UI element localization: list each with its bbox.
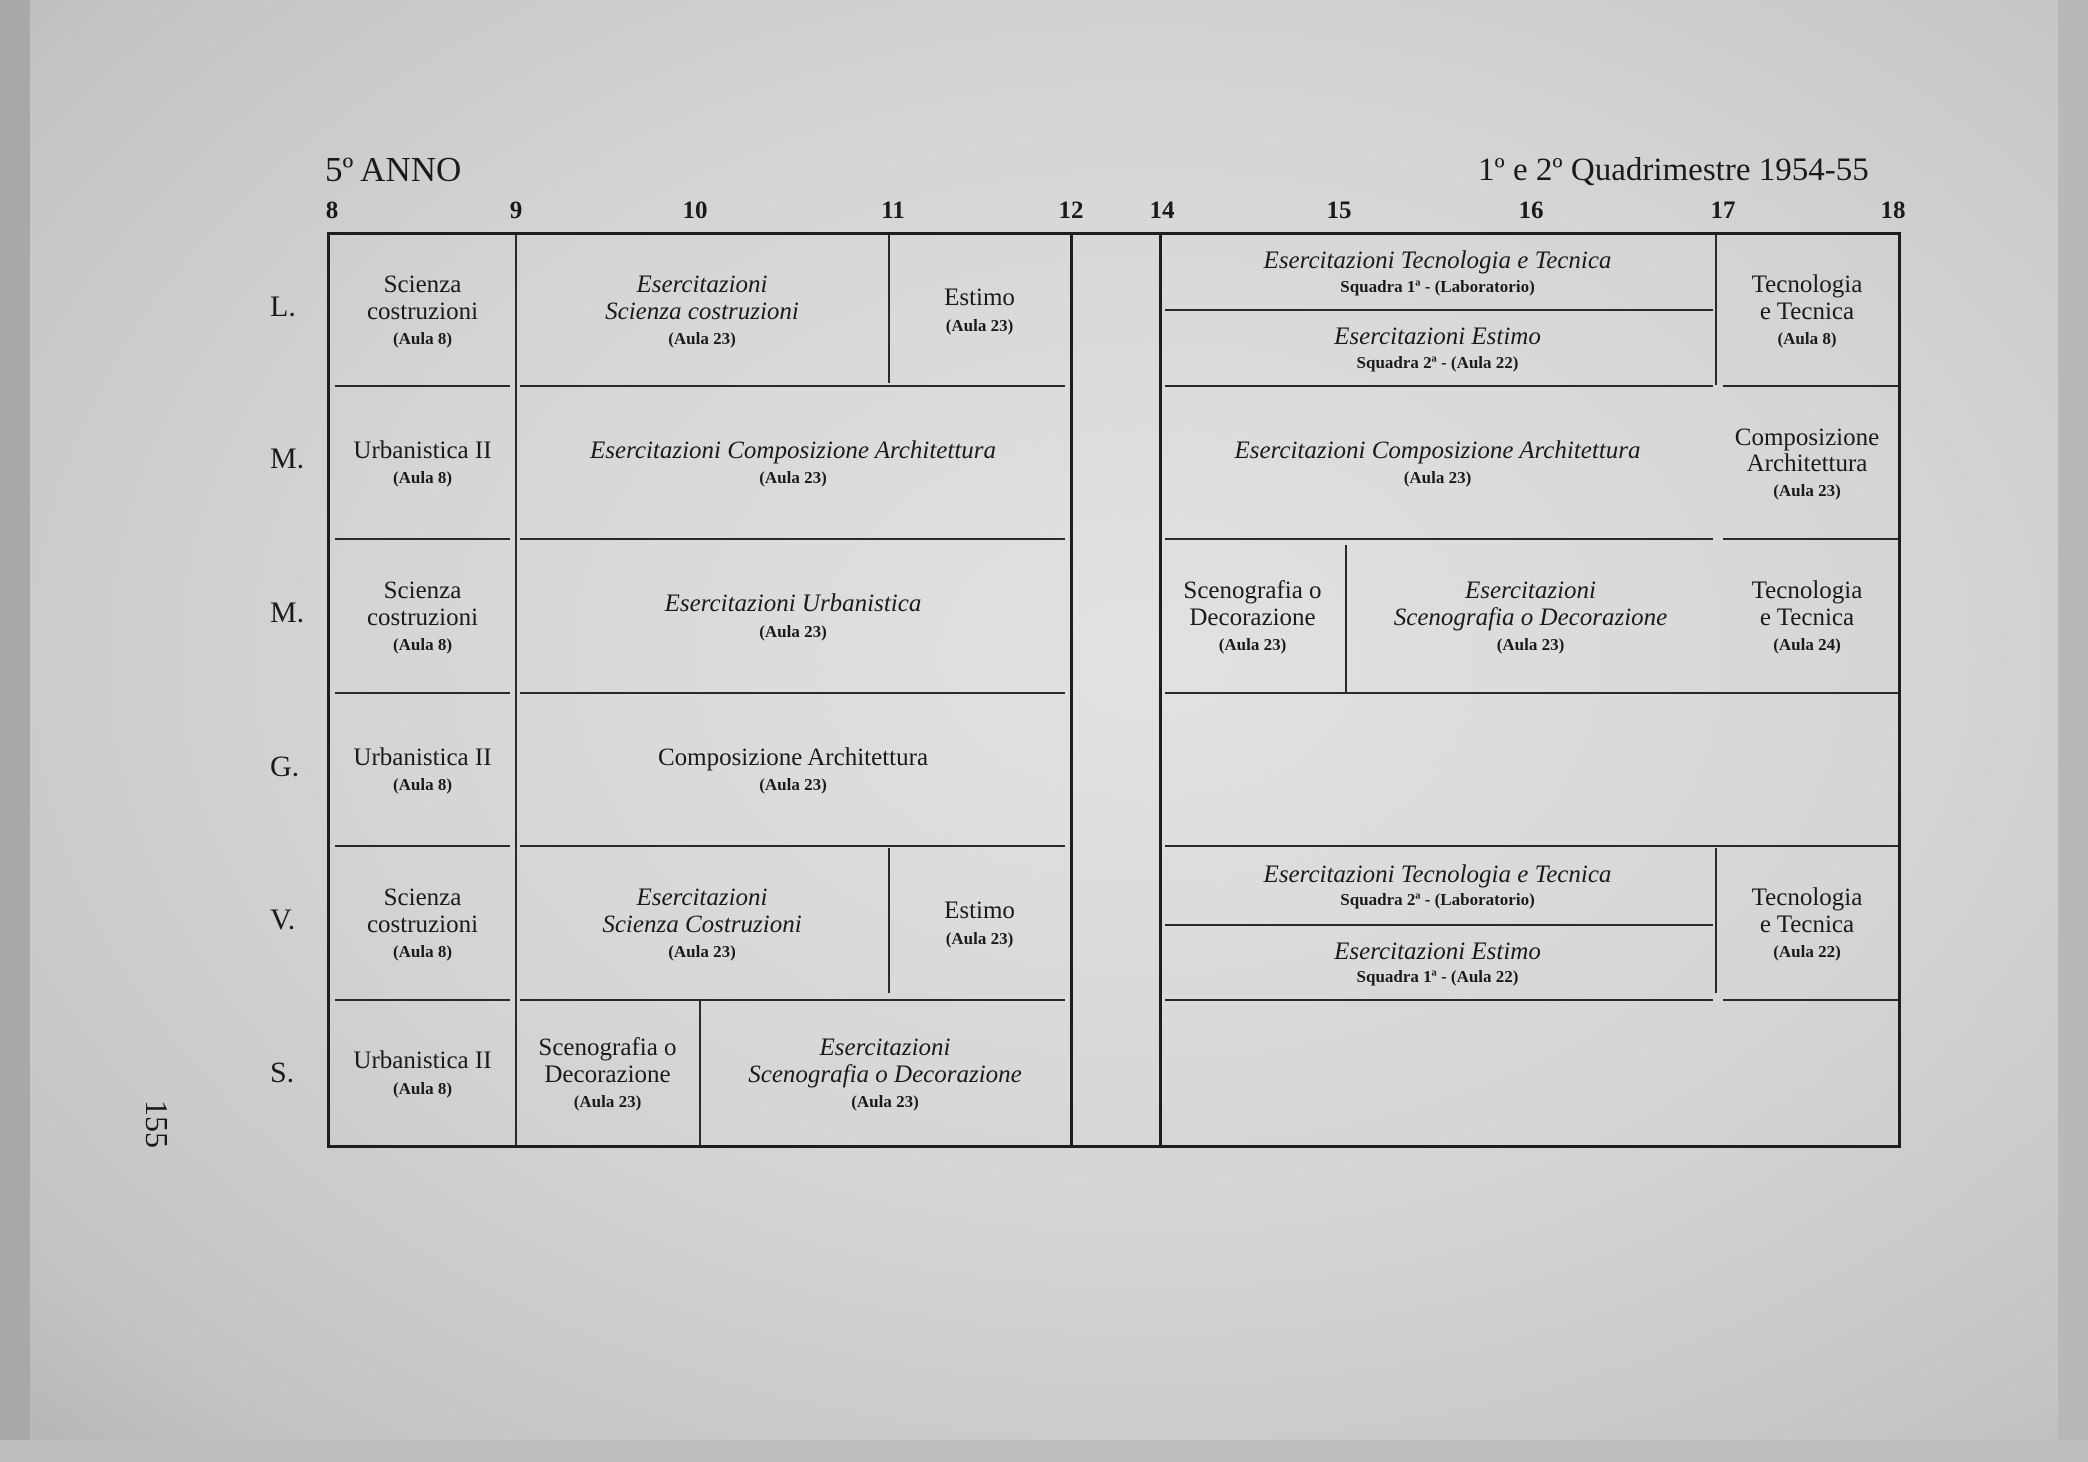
day-label-giovedi: G. — [270, 750, 300, 783]
course-name: Esercitazioni — [636, 884, 768, 912]
hour-18: 18 — [1880, 197, 1906, 224]
course-name: Esercitazioni — [819, 1034, 951, 1062]
slot-sabato-8-9 — [330, 1001, 515, 1145]
classroom: (Aula 23) — [759, 621, 827, 641]
squad-room: Squadra 2ª - (Aula 22) — [1356, 352, 1519, 372]
course-name: Composizione — [1734, 423, 1880, 451]
course-name: Esercitazioni — [1464, 577, 1596, 605]
course-name: Esercitazioni Composizione Architettura — [589, 436, 996, 464]
slot-venerdi-9-11 — [516, 847, 888, 999]
slot-venerdi-14-17-squadra-2 — [1160, 847, 1715, 924]
slot-martedi-14-17 — [1160, 387, 1715, 538]
slot-lunedi-8-9 — [330, 235, 515, 385]
slot-mercoledi-9-12 — [516, 540, 1070, 692]
classroom: (Aula 8) — [392, 1078, 453, 1098]
course-name: Scienza Costruzioni — [602, 910, 802, 938]
slot-lunedi-9-11 — [516, 235, 888, 385]
hour-11: 11 — [881, 197, 905, 224]
slot-mercoledi-17-18 — [1716, 540, 1898, 692]
classroom: (Aula 8) — [392, 775, 453, 795]
day-label-lunedi: L. — [270, 290, 296, 323]
course-name: costruzioni — [366, 910, 479, 938]
hour-12: 12 — [1058, 197, 1084, 224]
day-label-mercoledi: M. — [270, 596, 305, 629]
course-name: Esercitazioni Estimo — [1334, 323, 1541, 351]
course-name: Urbanistica II — [353, 436, 492, 464]
course-name: e Tecnica — [1759, 297, 1855, 325]
course-name: Decorazione — [1189, 603, 1316, 631]
squad-room: Squadra 2ª - (Laboratorio) — [1340, 890, 1535, 910]
slot-lunedi-14-17-squadra-1 — [1160, 235, 1715, 309]
classroom: (Aula 8) — [1777, 328, 1837, 348]
classroom: (Aula 8) — [392, 468, 453, 488]
classroom: (Aula 24) — [1773, 634, 1841, 654]
course-name: Scenografia o — [1183, 577, 1322, 605]
classroom: (Aula 23) — [668, 941, 736, 961]
scan-bottom-edge — [0, 1440, 2088, 1462]
classroom: (Aula 23) — [1496, 634, 1565, 654]
course-name: Scienza — [383, 577, 462, 605]
hour-15: 15 — [1326, 197, 1352, 224]
course-name: Urbanistica II — [353, 743, 492, 771]
year-title: 5º ANNO — [325, 150, 462, 189]
course-name: Scenografia o — [538, 1034, 677, 1062]
classroom: (Aula 23) — [1773, 481, 1841, 501]
slot-martedi-9-12 — [516, 387, 1070, 538]
course-name: costruzioni — [366, 297, 479, 325]
course-name: Scenografia o Decorazione — [748, 1060, 1022, 1088]
hour-17: 17 — [1710, 197, 1736, 224]
slot-venerdi-17-18 — [1716, 847, 1898, 999]
classroom: (Aula 8) — [392, 941, 453, 961]
scan-right-edge — [2058, 0, 2088, 1462]
hour-9: 9 — [509, 197, 523, 224]
classroom: (Aula 23) — [1403, 468, 1472, 488]
classroom: (Aula 23) — [851, 1091, 919, 1111]
classroom: (Aula 8) — [392, 634, 453, 654]
course-name: e Tecnica — [1759, 910, 1855, 938]
course-name: Esercitazioni — [636, 271, 768, 299]
course-name: Scienza — [383, 271, 462, 299]
row-line — [1723, 999, 1898, 1001]
course-name: Esercitazioni Tecnologia e Tecnica — [1263, 860, 1612, 888]
course-name: Esercitazioni Estimo — [1334, 937, 1541, 965]
course-name: e Tecnica — [1759, 603, 1855, 631]
slot-giovedi-9-12 — [516, 694, 1070, 845]
day-label-venerdi: V. — [270, 903, 296, 936]
slot-lunedi-14-17-squadra-2 — [1160, 311, 1715, 385]
course-name: Estimo — [944, 897, 1015, 925]
course-name: Esercitazioni Urbanistica — [664, 590, 922, 618]
term-title: 1º e 2º Quadrimestre 1954-55 — [1478, 152, 1869, 188]
slot-mercoledi-15-17 — [1346, 540, 1715, 692]
classroom: (Aula 23) — [759, 775, 827, 795]
scan-left-edge — [0, 0, 30, 1462]
slot-mercoledi-14-15 — [1160, 540, 1345, 692]
slot-venerdi-11-12 — [889, 847, 1070, 999]
course-name: Scenografia o Decorazione — [1393, 603, 1668, 631]
classroom: (Aula 22) — [1773, 941, 1841, 961]
course-name: costruzioni — [366, 603, 479, 631]
slot-lunedi-11-12 — [889, 235, 1070, 385]
course-name: Tecnologia — [1751, 577, 1863, 605]
day-label-sabato: S. — [270, 1056, 295, 1089]
course-name: Estimo — [944, 284, 1015, 312]
hour-10: 10 — [682, 197, 708, 224]
row-line — [1165, 692, 1898, 694]
course-name: Esercitazioni Tecnologia e Tecnica — [1263, 247, 1612, 275]
slot-martedi-8-9 — [330, 387, 515, 538]
course-name: Scienza costruzioni — [605, 297, 799, 325]
timetable-grid — [327, 232, 1901, 1148]
day-label-martedi: M. — [270, 442, 305, 475]
course-name: Tecnologia — [1751, 271, 1863, 299]
classroom: (Aula 23) — [759, 468, 827, 488]
course-name: Esercitazioni Composizione Architettura — [1234, 436, 1641, 464]
slot-venerdi-14-17-squadra-1 — [1160, 926, 1715, 999]
slot-sabato-9-10 — [516, 1001, 699, 1145]
course-name: Decorazione — [544, 1060, 671, 1088]
classroom: (Aula 8) — [392, 328, 453, 348]
classroom: (Aula 23) — [945, 928, 1014, 948]
slot-giovedi-8-9 — [330, 694, 515, 845]
slot-lunedi-17-18 — [1716, 235, 1898, 385]
hour-8: 8 — [325, 197, 339, 224]
course-name: Tecnologia — [1751, 884, 1863, 912]
hour-14: 14 — [1149, 197, 1175, 224]
classroom: (Aula 23) — [668, 328, 736, 348]
course-name: Architettura — [1746, 450, 1868, 478]
classroom: (Aula 23) — [945, 315, 1014, 335]
classroom: (Aula 23) — [573, 1091, 642, 1111]
course-name: Composizione Architettura — [657, 743, 929, 771]
course-name: Urbanistica II — [353, 1047, 492, 1075]
hour-16: 16 — [1518, 197, 1544, 224]
slot-venerdi-8-9 — [330, 847, 515, 999]
classroom: (Aula 23) — [1218, 634, 1287, 654]
row-line — [1165, 999, 1713, 1001]
divider-12 — [1070, 235, 1073, 1145]
slot-mercoledi-8-9 — [330, 540, 515, 692]
squad-room: Squadra 1ª - (Aula 22) — [1356, 967, 1519, 987]
page-number: 155 — [139, 1100, 175, 1148]
slot-sabato-10-12 — [700, 1001, 1070, 1145]
squad-room: Squadra 1ª - (Laboratorio) — [1340, 276, 1535, 296]
slot-martedi-17-18 — [1716, 387, 1898, 538]
course-name: Scienza — [383, 884, 462, 912]
